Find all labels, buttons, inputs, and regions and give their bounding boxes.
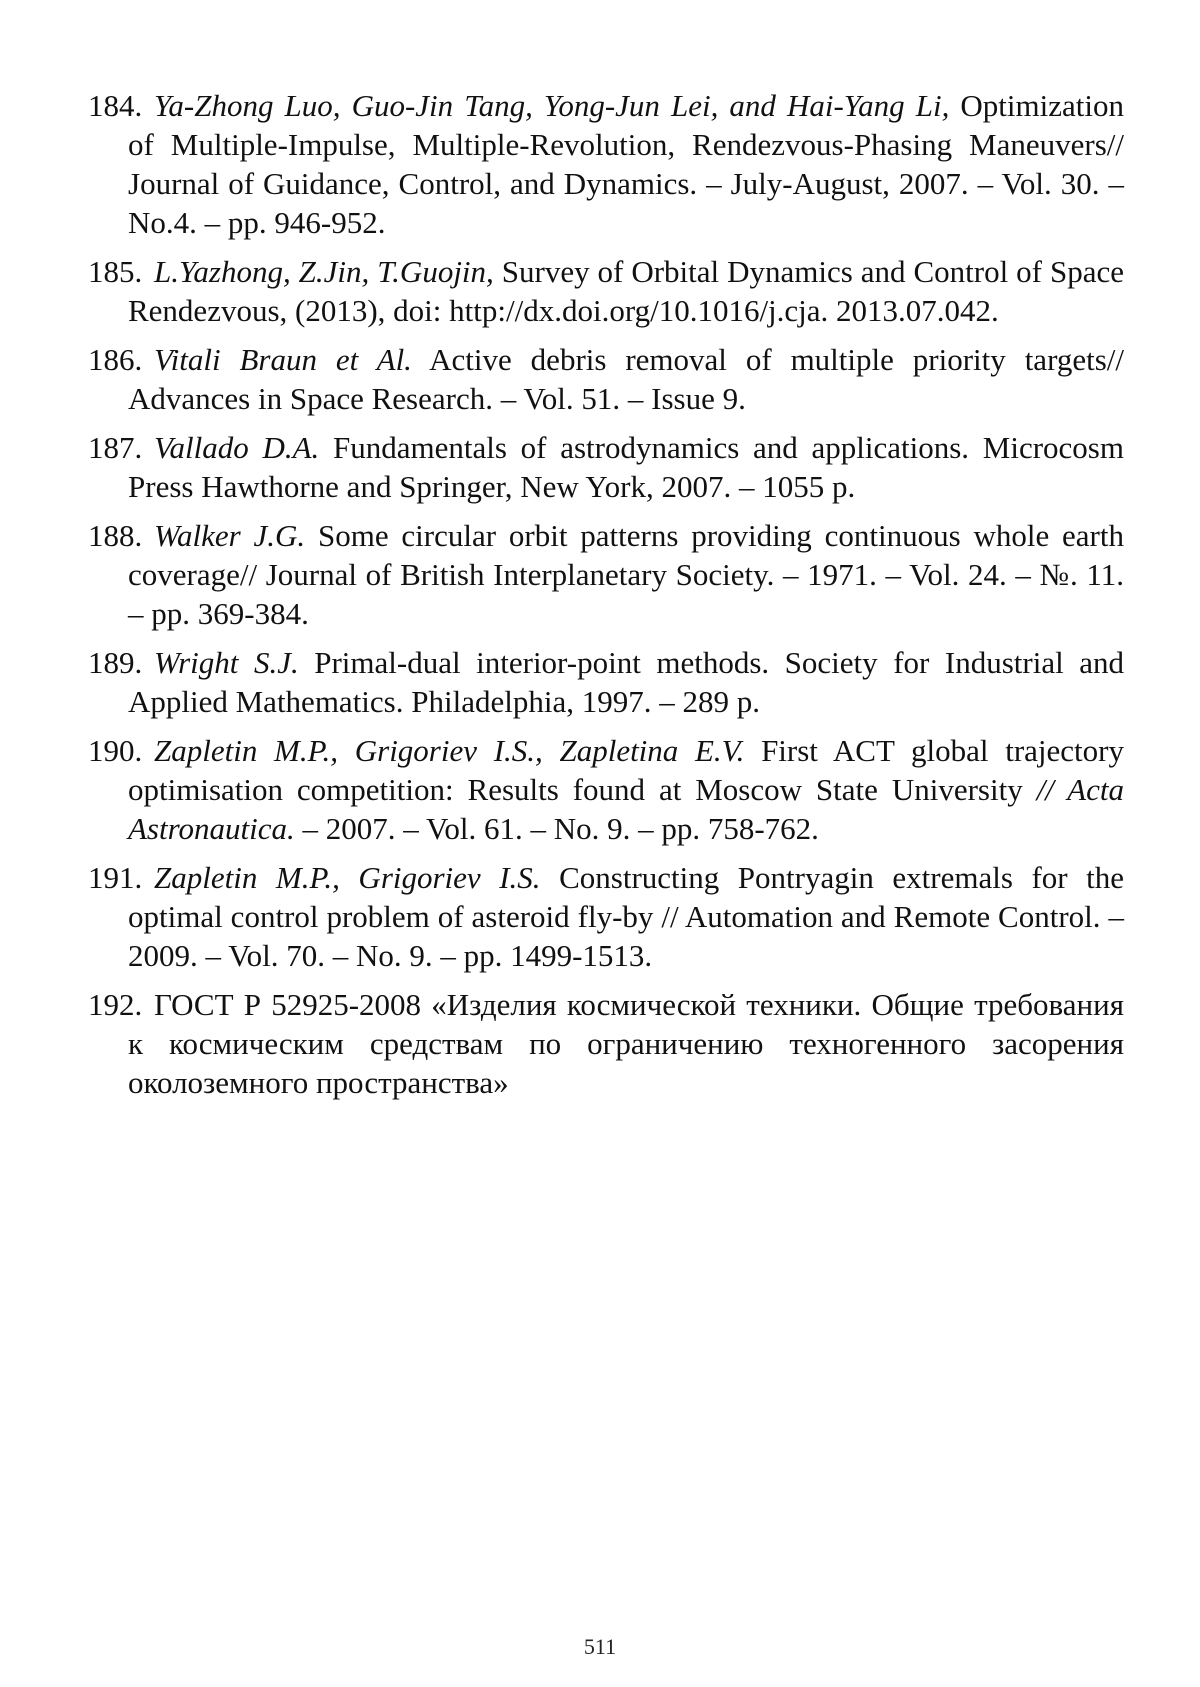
reference-number: 189. <box>88 645 143 680</box>
reference-text: Active debris removal of multiple priority targets// Advances in Space Research. – Vol. 51. – Issue 9. <box>128 342 1124 416</box>
reference-number: 192. <box>88 987 143 1022</box>
reference-body <box>88 985 1124 1102</box>
reference-number: 191. <box>88 860 143 895</box>
reference-journal: // Acta Astronautica. <box>128 772 1124 846</box>
reference-body <box>88 643 1124 721</box>
reference-item-191 <box>88 858 1124 975</box>
reference-text: Some circular orbit patterns providing continuous whole earth coverage// Journal of British Interplanetary Society. – 1971. – Vol. 24. – №. 11. – pp. 369-384. <box>128 518 1124 631</box>
reference-text: Fundamentals of astrodynamics and applications. Microcosm Press Hawthorne and Springer, New York, 2007. – 1055 p. <box>128 430 1124 504</box>
reference-text: First ACT global trajectory optimisation competition: Results found at Moscow State University <box>128 733 1124 807</box>
reference-body <box>88 858 1124 975</box>
reference-number: 186. <box>88 342 143 377</box>
reference-text: Constructing Pontryagin extremals for the optimal control problem of asteroid fly-by // Automation and Remote Control. – 2009. – Vol. 70. – No. 9. – pp. 1499-1513. <box>128 860 1124 973</box>
reference-number: 190. <box>88 733 143 768</box>
reference-authors: Vallado D.A. <box>154 430 320 465</box>
reference-item-190 <box>88 731 1124 848</box>
reference-item-189 <box>88 643 1124 721</box>
reference-item-184 <box>88 86 1124 242</box>
reference-text: Optimization of Multiple-Impulse, Multiple-Revolution, Rendezvous-Phasing Maneuvers// Journal of Guidance, Control, and Dynamics. – July-August, 2007. – Vol. 30. – No.4. – pp. 946-952. <box>128 88 1124 240</box>
reference-number: 185. <box>88 254 143 289</box>
reference-authors: Zapletin M.P., Grigoriev I.S. <box>154 860 541 895</box>
reference-text: ГОСТ Р 52925-2008 «Изделия космической техники. Общие требования к космическим средствам по ограничению техногенного засорения околоземного пространства» <box>128 987 1124 1100</box>
reference-body <box>88 340 1124 418</box>
reference-authors: Vitali Braun et Al. <box>154 342 412 377</box>
reference-item-186 <box>88 340 1124 418</box>
reference-text-after: – 2007. – Vol. 61. – No. 9. – pp. 758-762. <box>294 811 819 846</box>
reference-item-192 <box>88 985 1124 1102</box>
reference-text: Primal-dual interior-point methods. Society for Industrial and Applied Mathematics. Philadelphia, 1997. – 289 p. <box>128 645 1124 719</box>
reference-authors: Walker J.G. <box>154 518 306 553</box>
reference-authors: L.Yazhong, Z.Jin, T.Guojin, <box>154 254 494 289</box>
reference-item-185 <box>88 252 1124 330</box>
reference-body <box>88 86 1124 242</box>
reference-item-187 <box>88 428 1124 506</box>
reference-list <box>88 86 1124 1112</box>
reference-text: Survey of Orbital Dynamics and Control of Space Rendezvous, (2013), doi: http://dx.doi.org/10.1016/j.cja. 2013.07.042. <box>128 254 1124 328</box>
reference-number: 188. <box>88 518 143 553</box>
reference-body <box>88 516 1124 633</box>
reference-authors: Zapletin M.P., Grigoriev I.S., Zapletina E.V. <box>154 733 745 768</box>
reference-authors: Ya-Zhong Luo, Guo-Jin Tang, Yong-Jun Lei, and Hai-Yang Li, <box>154 88 950 123</box>
reference-body <box>88 731 1124 848</box>
reference-item-188 <box>88 516 1124 633</box>
reference-authors: Wright S.J. <box>154 645 299 680</box>
reference-body <box>88 252 1124 330</box>
page-number: 511 <box>583 1634 617 1659</box>
reference-number: 187. <box>88 430 143 465</box>
reference-number: 184. <box>88 88 143 123</box>
reference-body <box>88 428 1124 506</box>
